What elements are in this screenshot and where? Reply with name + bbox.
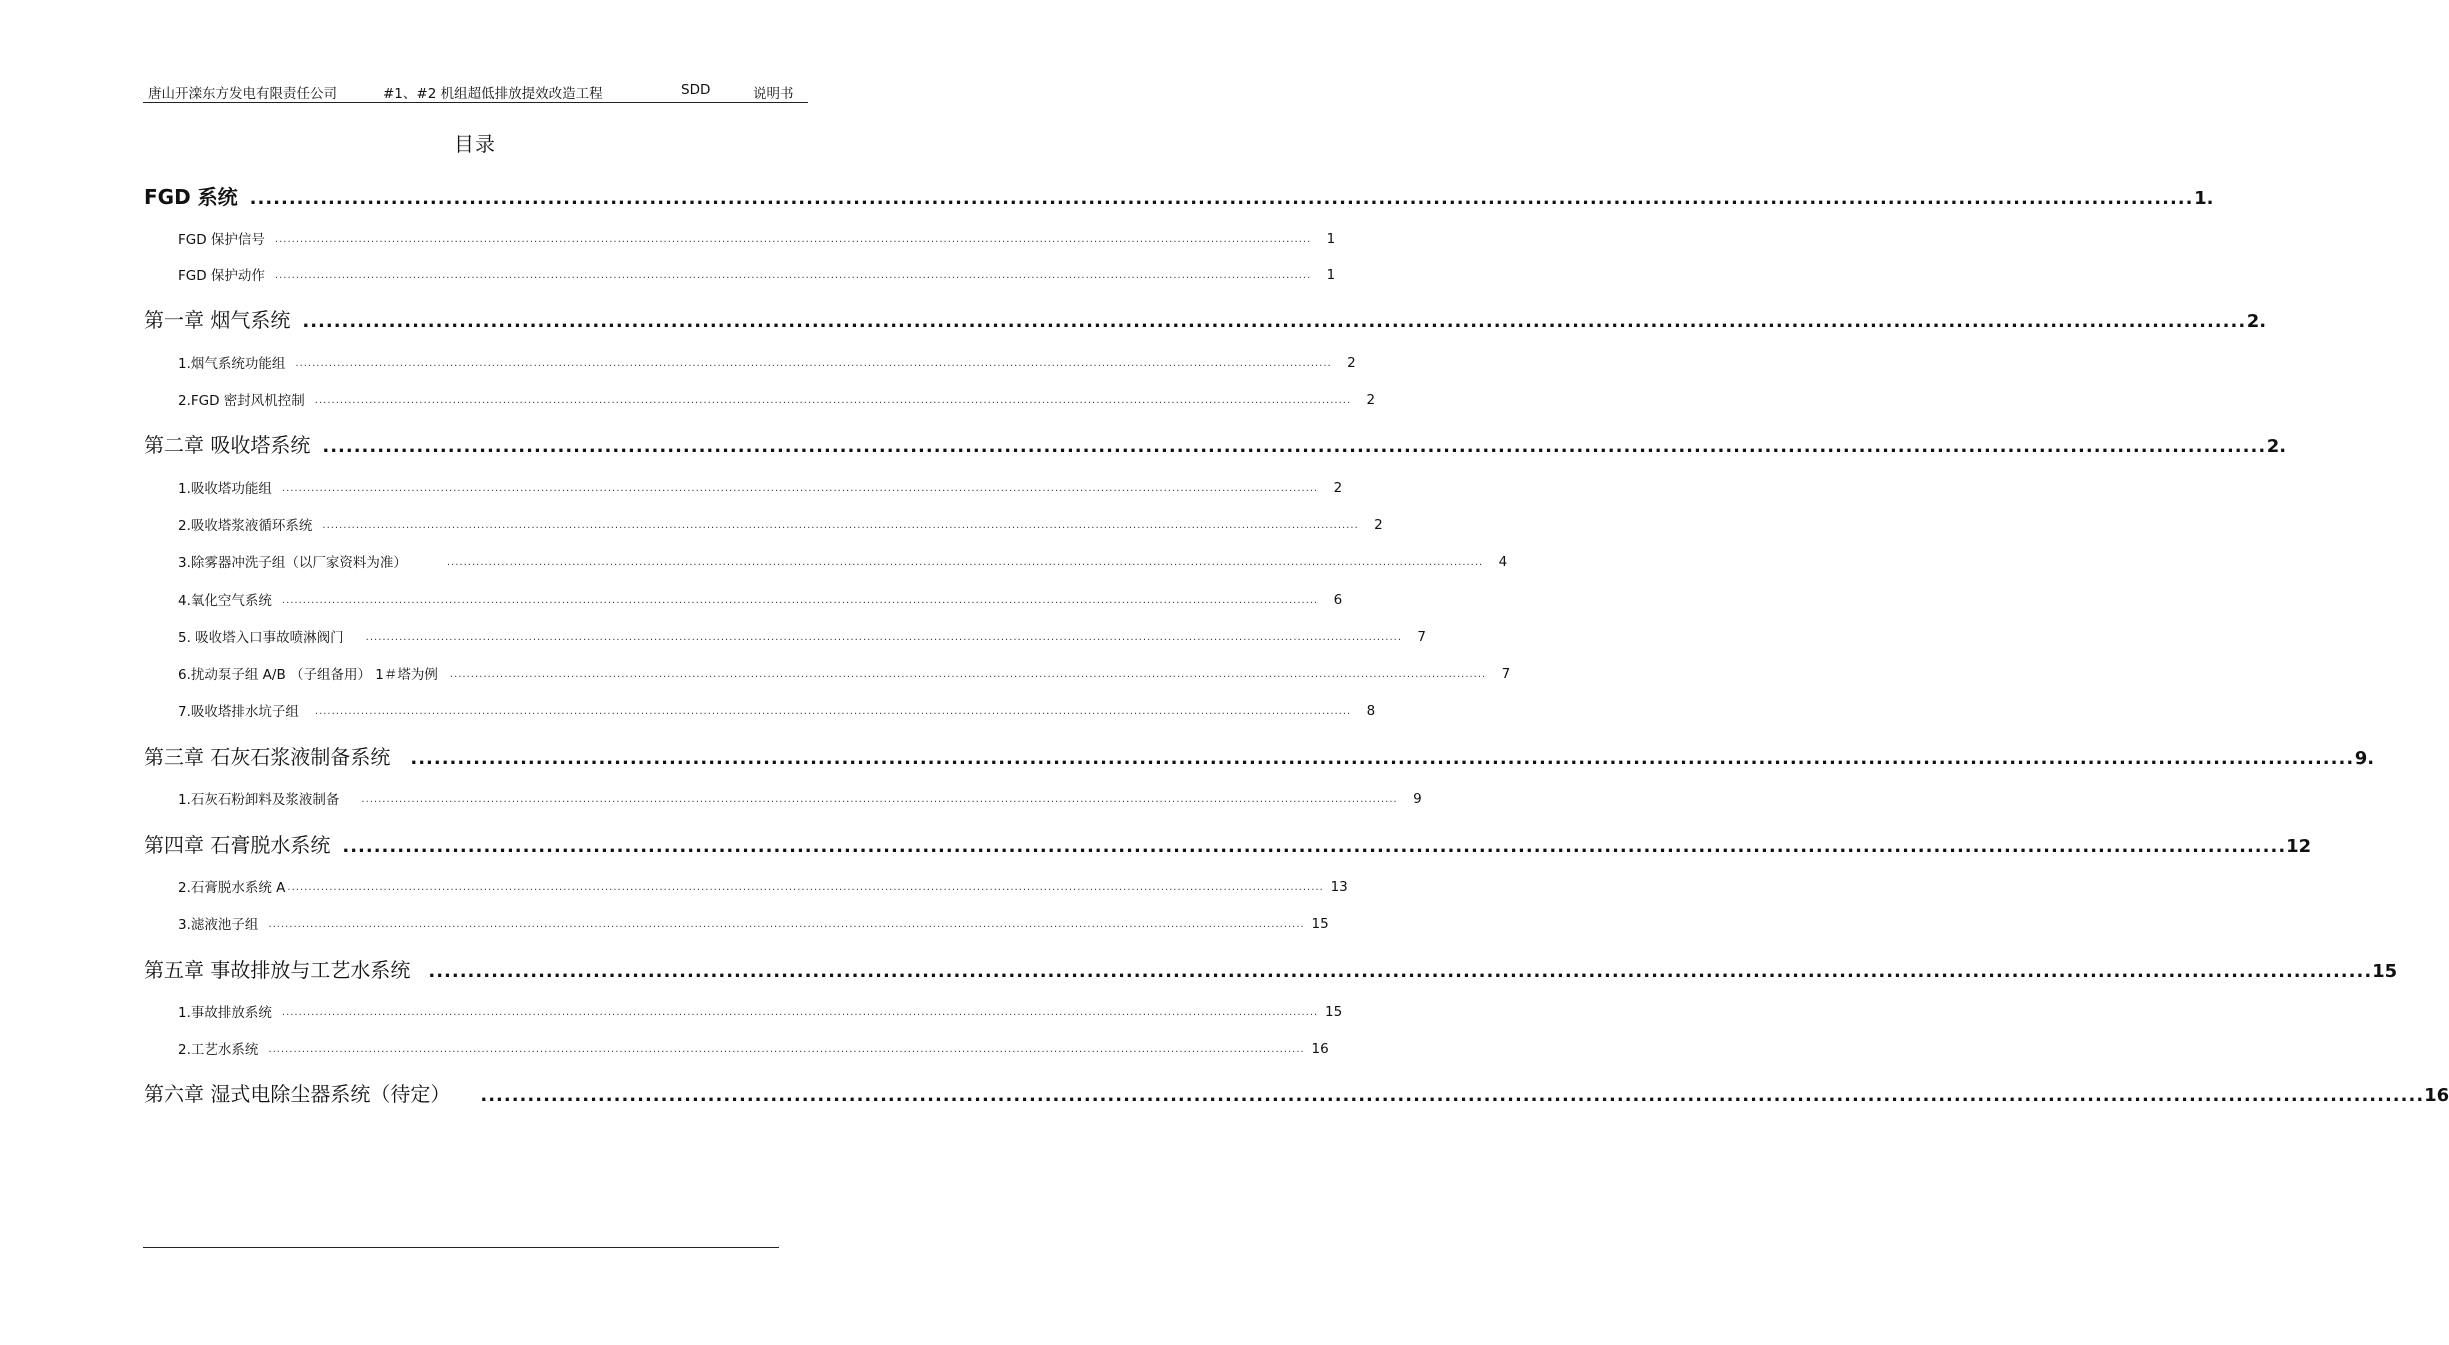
toc-page: 1 bbox=[1326, 231, 1336, 247]
toc-leader: ........................................................................................................................................................................................................................................................ bbox=[249, 188, 2194, 209]
toc-leader: ........................................................................................................................................................................................................................................................ bbox=[322, 436, 2267, 457]
toc-label: 第四章 石膏脱水系统 bbox=[144, 833, 331, 857]
toc-page: 2. bbox=[2246, 311, 2267, 332]
toc-leader: ........................................................................................................................................................................................................................................................ bbox=[274, 234, 1312, 245]
toc-section[interactable] bbox=[178, 589, 1343, 609]
header-doc-type: 说明书 bbox=[753, 86, 794, 102]
footer-rule bbox=[143, 1247, 779, 1248]
toc-label: 第一章 烟气系统 bbox=[144, 308, 291, 332]
toc-leader: ........................................................................................................................................................................................................................................................ bbox=[361, 794, 1398, 805]
toc-page: 15 bbox=[2372, 961, 2398, 982]
header-code: SDD bbox=[681, 82, 711, 98]
toc-section[interactable] bbox=[178, 551, 1508, 571]
toc-leader: ........................................................................................................................................................................................................................................................ bbox=[365, 632, 1402, 643]
toc-chapter[interactable] bbox=[144, 180, 2214, 210]
toc-label: 5. 吸收塔入口事故喷淋阀门 bbox=[178, 630, 344, 646]
toc-page: 12 bbox=[2286, 836, 2312, 857]
toc-label: 1.石灰石粉卸料及浆液制备 bbox=[178, 792, 340, 808]
toc-leader: ........................................................................................................................................................................................................................................................ bbox=[480, 1085, 2425, 1106]
toc-chapter[interactable] bbox=[144, 740, 2375, 770]
toc-page: 7 bbox=[1501, 666, 1511, 682]
toc-chapter[interactable] bbox=[144, 953, 2398, 983]
page-title: 目录 bbox=[454, 132, 496, 156]
toc-page: 7 bbox=[1417, 629, 1426, 645]
toc-page: 9. bbox=[2354, 748, 2375, 769]
toc-leader: ........................................................................................................................................................................................................................................................ bbox=[281, 1007, 1319, 1018]
header-project: #1、#2 机组超低排放提效改造工程 bbox=[383, 86, 603, 102]
toc-section[interactable] bbox=[178, 876, 1348, 896]
toc-page: 15 bbox=[1325, 1004, 1343, 1020]
toc-leader: ........................................................................................................................................................................................................................................................ bbox=[268, 919, 1305, 930]
toc-label: FGD 系统 bbox=[144, 185, 238, 209]
toc-page: 2 bbox=[1366, 392, 1376, 408]
toc-page: 16 bbox=[1311, 1041, 1329, 1057]
toc-label: 7.吸收塔排水坑子组 bbox=[178, 704, 299, 720]
toc-section[interactable] bbox=[178, 626, 1426, 646]
toc-section[interactable] bbox=[178, 1001, 1343, 1021]
toc-label: 4.氧化空气系统 bbox=[178, 593, 272, 609]
toc-leader: ........................................................................................................................................................................................................................................................ bbox=[302, 311, 2247, 332]
toc-label: 2.工艺水系统 bbox=[178, 1042, 259, 1058]
toc-page: 9 bbox=[1413, 791, 1422, 807]
toc-label: 1.烟气系统功能组 bbox=[178, 356, 286, 372]
toc-page: 4 bbox=[1498, 554, 1508, 570]
toc-page: 2. bbox=[2266, 436, 2287, 457]
toc-section[interactable] bbox=[178, 514, 1383, 534]
toc-leader: ........................................................................................................................................................................................................................................................ bbox=[281, 595, 1319, 606]
toc-label: 1.吸收塔功能组 bbox=[178, 481, 272, 497]
toc-label: 第六章 湿式电除尘器系统（待定） bbox=[144, 1082, 451, 1106]
toc-section[interactable] bbox=[178, 913, 1329, 933]
toc-page: 2 bbox=[1333, 480, 1343, 496]
toc-leader: ........................................................................................................................................................................................................................................................ bbox=[410, 748, 2355, 769]
toc-leader: ........................................................................................................................................................................................................................................................ bbox=[268, 1044, 1305, 1055]
toc-leader: ........................................................................................................................................................................................................................................................ bbox=[281, 483, 1319, 494]
toc-leader: ........................................................................................................................................................................................................................................................ bbox=[428, 961, 2373, 982]
toc-section[interactable] bbox=[178, 352, 1356, 372]
toc-section[interactable] bbox=[178, 389, 1376, 409]
toc-chapter[interactable] bbox=[144, 828, 2312, 858]
toc-section[interactable] bbox=[178, 228, 1336, 248]
toc-leader: ........................................................................................................................................................................................................................................................ bbox=[446, 557, 1484, 568]
toc-section[interactable] bbox=[178, 788, 1422, 808]
toc-chapter[interactable] bbox=[144, 428, 2287, 458]
toc-leader: ........................................................................................................................................................................................................................................................ bbox=[314, 706, 1352, 717]
toc-leader: ........................................................................................................................................................................................................................................................ bbox=[314, 395, 1352, 406]
toc-label: FGD 保护动作 bbox=[178, 268, 265, 284]
toc-label: FGD 保护信号 bbox=[178, 232, 265, 248]
toc-page: 1 bbox=[1326, 267, 1336, 283]
toc-label: 2.FGD 密封风机控制 bbox=[178, 393, 305, 409]
toc-label: 2.石膏脱水系统 A bbox=[178, 880, 286, 896]
toc-leader: ........................................................................................................................................................................................................................................................ bbox=[287, 882, 1324, 893]
toc-page: 8 bbox=[1366, 703, 1376, 719]
toc-section[interactable] bbox=[178, 663, 1511, 683]
toc-label: 第三章 石灰石浆液制备系统 bbox=[144, 745, 391, 769]
toc-label: 1.事故排放系统 bbox=[178, 1005, 272, 1021]
toc-page: 2 bbox=[1374, 517, 1383, 533]
toc-leader: ........................................................................................................................................................................................................................................................ bbox=[274, 270, 1312, 281]
toc-section[interactable] bbox=[178, 1038, 1329, 1058]
toc-leader: ........................................................................................................................................................................................................................................................ bbox=[342, 836, 2287, 857]
toc-section[interactable] bbox=[178, 700, 1376, 720]
toc-label: 第五章 事故排放与工艺水系统 bbox=[144, 958, 411, 982]
toc-chapter[interactable] bbox=[144, 1077, 2449, 1107]
toc-section[interactable] bbox=[178, 477, 1343, 497]
header-company: 唐山开滦东方发电有限责任公司 bbox=[148, 86, 337, 102]
toc-label: 2.吸收塔浆液循环系统 bbox=[178, 518, 313, 534]
toc-label: 3.除雾器冲洗子组（以厂家资料为准） bbox=[178, 555, 407, 571]
toc-leader: ........................................................................................................................................................................................................................................................ bbox=[449, 669, 1487, 680]
toc-section[interactable] bbox=[178, 264, 1336, 284]
toc-leader: ........................................................................................................................................................................................................................................................ bbox=[322, 520, 1359, 531]
toc-page: 16 bbox=[2424, 1085, 2449, 1106]
toc-page: 6 bbox=[1333, 592, 1343, 608]
toc-page: 2 bbox=[1347, 355, 1356, 371]
toc-page: 1. bbox=[2194, 188, 2214, 209]
toc-chapter[interactable] bbox=[144, 303, 2267, 333]
toc-leader: ........................................................................................................................................................................................................................................................ bbox=[295, 358, 1332, 369]
toc-page: 15 bbox=[1311, 916, 1329, 932]
toc-label: 第二章 吸收塔系统 bbox=[144, 433, 311, 457]
toc-page: 13 bbox=[1330, 879, 1348, 895]
toc-label: 3.滤液池子组 bbox=[178, 917, 259, 933]
toc-label: 6.扰动泵子组 A/B （子组备用） 1＃塔为例 bbox=[178, 667, 438, 683]
